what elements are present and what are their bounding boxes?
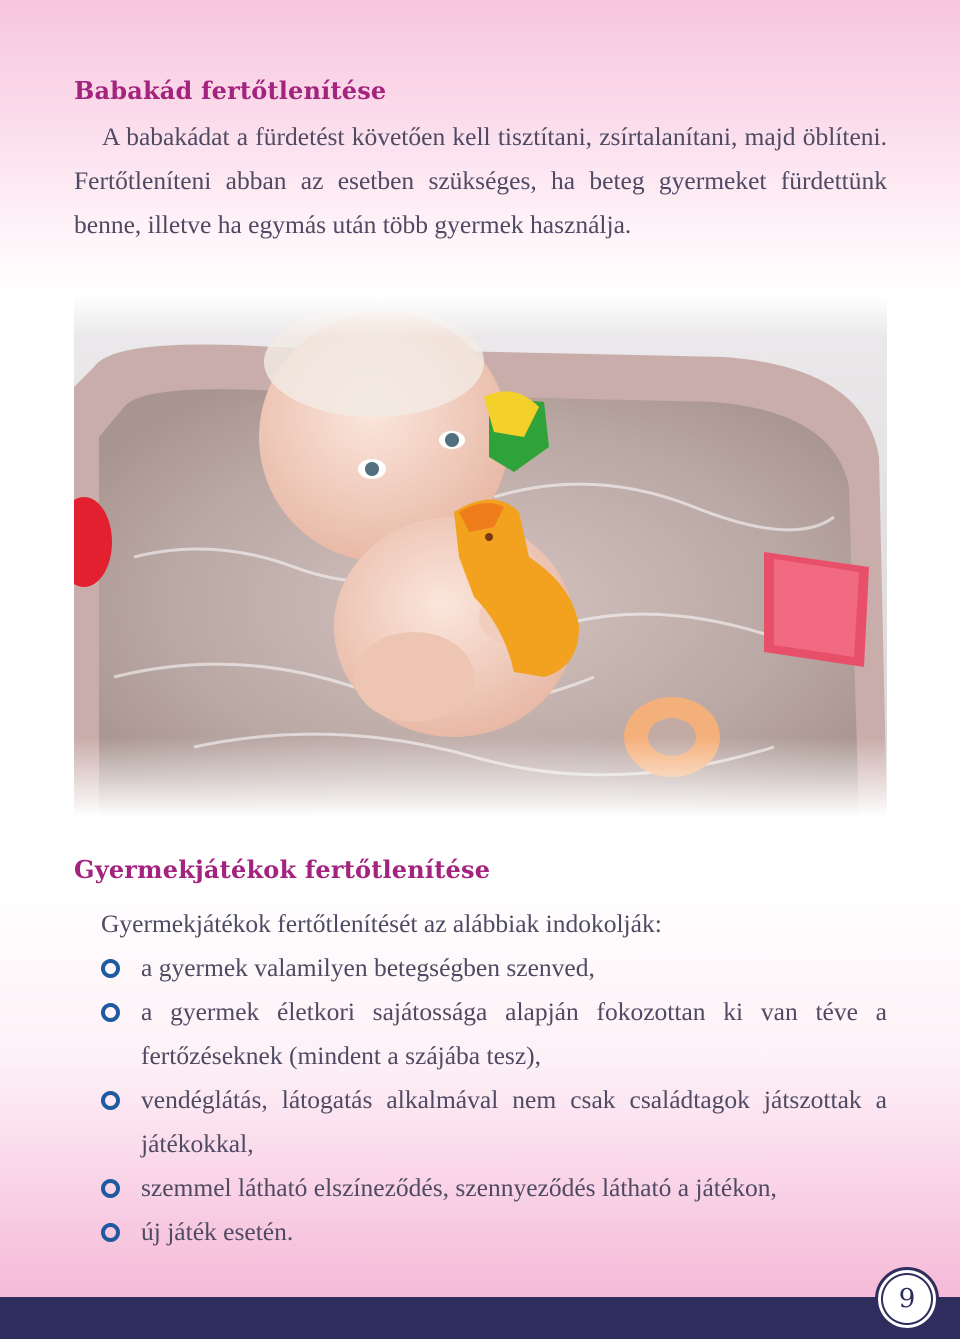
page-number: 9 [875, 1267, 939, 1331]
list-item-text: a gyermek valamilyen betegségben szenved, [141, 953, 595, 982]
section-title-toys: Gyermekjátékok fertőtlenítése [74, 855, 491, 884]
circle-bullet-icon [101, 959, 120, 978]
list-item-text: szemmel látható elszíneződés, szennyeződés látható a játékon, [141, 1173, 777, 1202]
list-item-text: a gyermek életkori sajátossága alapján fokozottan ki van téve a fertőzéseknek (mindent a szájába tesz), [141, 997, 887, 1070]
section-title-bathtub: Babakád fertőtlenítése [74, 76, 387, 105]
list-item-text: vendéglátás, látogatás alkalmával nem csak családtagok játszottak a játékokkal, [141, 1085, 887, 1158]
list-item [101, 1078, 887, 1166]
circle-bullet-icon [101, 1223, 120, 1242]
toys-intro: Gyermekjátékok fertőtlenítését az alábbiak indokolják: [101, 909, 662, 938]
list-item [101, 1166, 887, 1210]
circle-bullet-icon [101, 1091, 120, 1110]
circle-bullet-icon [101, 1003, 120, 1022]
bathtub-paragraph: A babakádat a fürdetést követően kell tisztítani, zsírtalanítani, majd öblíteni. Fertőtleníteni abban az esetben szükséges, ha beteg gyermeket fürdettünk benne, illetve ha egymás után több gyermek használja. [74, 122, 887, 239]
list-item [101, 946, 887, 990]
baby-bath-photo [74, 297, 887, 817]
footer-bar [0, 1297, 960, 1339]
list-item [101, 990, 887, 1078]
toys-reasons-list [101, 946, 887, 1254]
list-item-text: új játék esetén. [141, 1217, 294, 1246]
circle-bullet-icon [101, 1179, 120, 1198]
list-item [101, 1210, 887, 1254]
